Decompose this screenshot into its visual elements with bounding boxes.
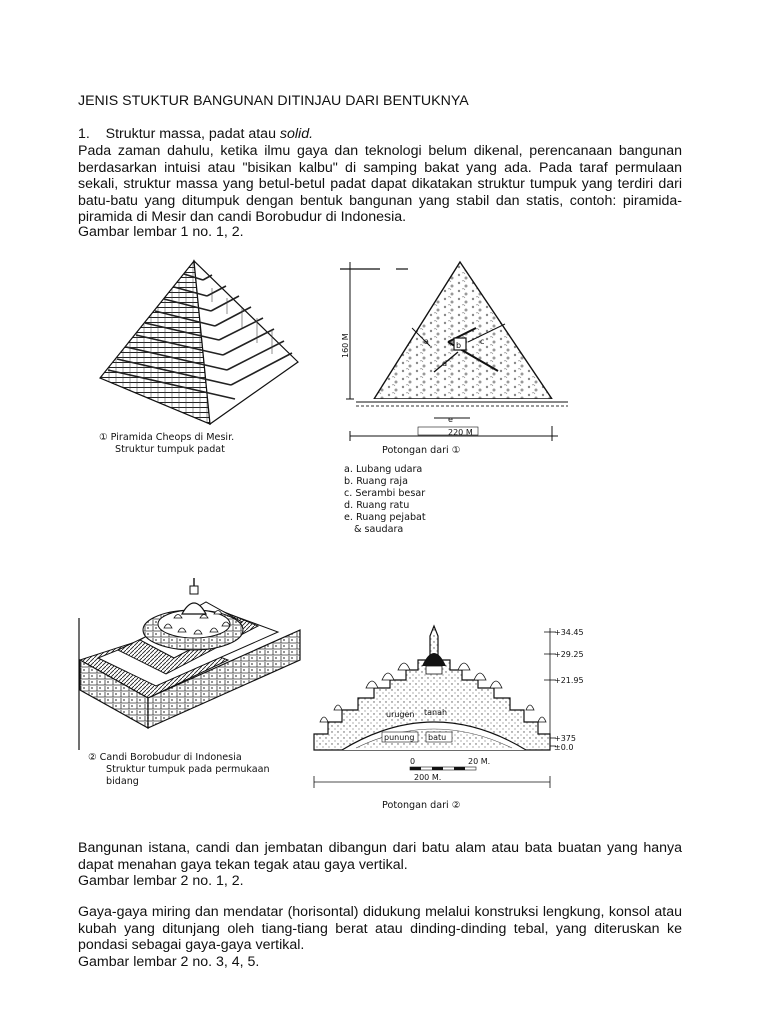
level-label: +29.25 xyxy=(554,650,584,659)
room-mark-d: d xyxy=(442,359,448,368)
paragraph-3: Gaya-gaya miring dan mendatar (horisontal) didukung melalui konstruksi lengkung, konsol atau kubah yang ditunjang oleh tiang-tiang berat atau dinding-dinding tebal, yang diteruskan ke pondasi sebagai gaya-gaya vertikal. xyxy=(78,904,682,954)
stone-label: batu xyxy=(428,733,447,742)
section-number: 1. xyxy=(78,126,90,142)
figure1-caption xyxy=(99,432,234,456)
figure-reference: Gambar lembar 2 no. 3, 4, 5. xyxy=(78,954,260,970)
figure1-legend xyxy=(344,464,426,536)
level-label: +375 xyxy=(554,734,576,743)
legend-item: & saudara xyxy=(354,524,404,535)
fill-label: urugen xyxy=(386,710,415,719)
scale-zero-label: 0 xyxy=(410,757,416,766)
figure1-caption-line2: Struktur tumpuk padat xyxy=(115,444,225,455)
hill-label: punung xyxy=(384,733,415,742)
pyramid-section-drawing xyxy=(330,256,584,446)
figure2-caption-number: ② xyxy=(88,752,97,763)
section-heading-italic: solid. xyxy=(279,126,314,142)
room-mark-a: a xyxy=(424,337,429,346)
figure2-section-title: Potongan dari ② xyxy=(382,800,461,811)
level-label: ±0.0 xyxy=(554,743,574,752)
figure2-caption-line2: Struktur tumpuk pada permukaan xyxy=(106,764,270,775)
room-mark-b: b xyxy=(456,341,462,350)
pyramid-height-label: 160 M xyxy=(341,333,350,358)
section-heading xyxy=(78,126,682,143)
soil-label: tanah xyxy=(424,708,448,717)
paragraph-2: Bangunan istana, candi dan jembatan dibangun dari batu alam atau bata buatan yang hanya dapat menahan gaya tekan tegak atau gaya vertikal. xyxy=(78,840,682,873)
legend-item: c. Serambi besar xyxy=(344,488,426,499)
room-mark-c: c xyxy=(480,337,485,346)
section-body: Pada zaman dahulu, ketika ilmu gaya dan teknologi belum dikenal, perencanaan bangunan berdasarkan intuisi atau "bisikan kalbu" di samping bakat yang ada. Pada taraf permulaan sekali, struktur massa yang betul-betul padat dapat dikatakan struktur tumpuk yang terdiri dari batu-batu yang ditumpuk dengan bentuk bangunan yang stabil dan statis, contoh: piramida-piramida di Mesir dan candi Borobudur di Indonesia. xyxy=(78,143,682,226)
page-title: JENIS STUKTUR BANGUNAN DITINJAU DARI BENTUKNYA xyxy=(78,93,469,109)
figure1-caption-number: ① xyxy=(99,432,108,443)
figure2-caption xyxy=(88,752,270,788)
borobudur-section-drawing xyxy=(306,622,596,792)
pyramid-perspective-drawing xyxy=(92,258,308,428)
figure1-section-title: Potongan dari ① xyxy=(382,445,461,456)
level-label: +34.45 xyxy=(554,628,584,637)
figure1-caption-line1: Piramida Cheops di Mesir. xyxy=(110,432,235,443)
section-heading-text: Struktur massa, padat atau xyxy=(105,126,280,142)
room-mark-e: e xyxy=(448,415,453,424)
figure2-caption-line1: Candi Borobudur di Indonesia xyxy=(99,752,242,763)
borobudur-width-label: 200 M. xyxy=(414,773,442,782)
legend-item: a. Lubang udara xyxy=(344,464,423,475)
scale-end-label: 20 M. xyxy=(468,757,491,766)
figure-reference: Gambar lembar 2 no. 1, 2. xyxy=(78,873,244,889)
level-label: +21.95 xyxy=(554,676,584,685)
legend-item: e. Ruang pejabat xyxy=(344,512,426,523)
legend-item: b. Ruang raja xyxy=(344,476,408,487)
figure2-caption-line3: bidang xyxy=(106,776,139,787)
figure-reference: Gambar lembar 1 no. 1, 2. xyxy=(78,224,244,240)
pyramid-width-label: 220 M xyxy=(448,428,473,437)
borobudur-perspective-drawing xyxy=(78,578,328,750)
legend-item: d. Ruang ratu xyxy=(344,500,410,511)
